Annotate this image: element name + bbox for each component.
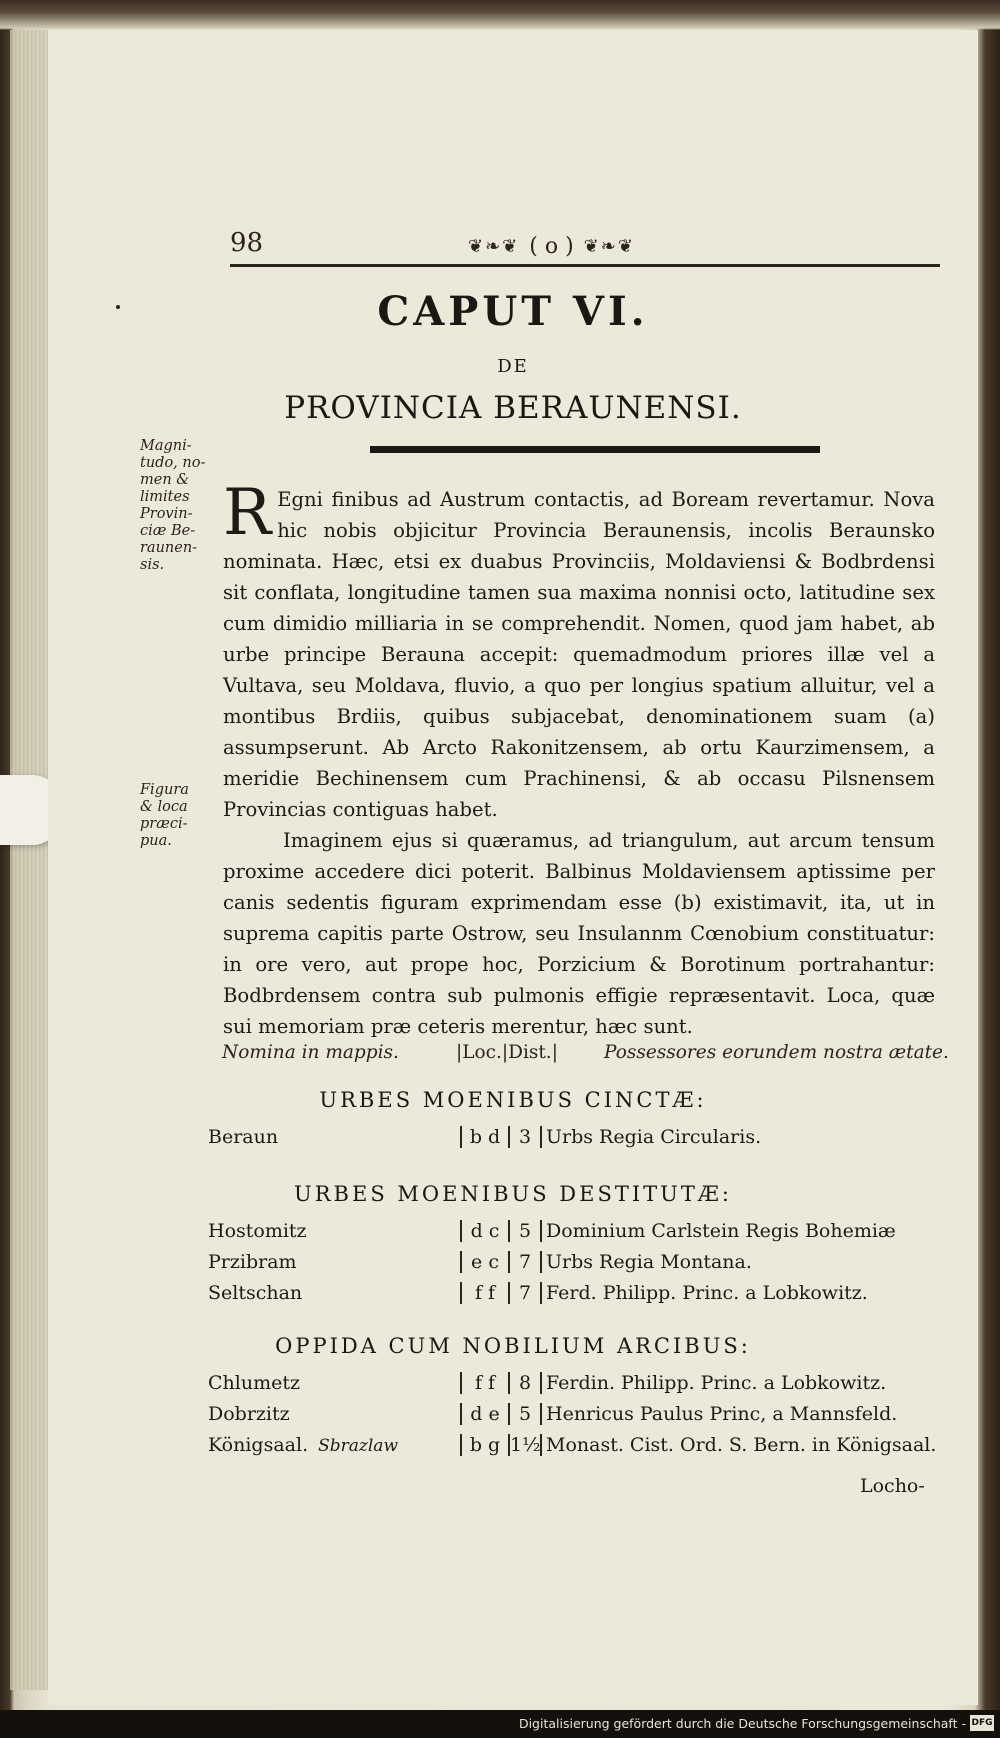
- column-head-names: Nomina in mappis.: [222, 1042, 399, 1063]
- margin-note-2: [140, 782, 222, 850]
- possessor: Ferd. Philipp. Princ. a Lobkowitz.: [540, 1282, 868, 1304]
- digitization-footer: [0, 1710, 1000, 1738]
- location-code: f f: [460, 1282, 508, 1304]
- place-name: Seltschan: [208, 1282, 303, 1304]
- distance: 3: [508, 1126, 540, 1148]
- page-number: 98: [230, 228, 264, 258]
- ornament-center: ( o ): [529, 234, 574, 259]
- distance: 5: [508, 1403, 540, 1425]
- place-name: Königsaal. Sbrazlaw: [208, 1434, 398, 1456]
- margin-line: Magni-: [140, 438, 192, 454]
- book-page: [48, 30, 978, 1705]
- paragraph-1: [223, 476, 935, 825]
- possessor: Urbs Regia Circularis.: [540, 1126, 761, 1148]
- margin-line: & loca: [140, 799, 188, 815]
- column-head-possessors: Possessores eorundem nostra ætate.: [604, 1042, 949, 1063]
- drop-cap: R: [223, 476, 272, 550]
- distance: 5: [508, 1220, 540, 1242]
- title-rule: [370, 446, 820, 453]
- table-row: [48, 1403, 978, 1433]
- table-row: [48, 1282, 978, 1312]
- header-ornament: [468, 234, 635, 259]
- table-row: [48, 1251, 978, 1281]
- book-top-edge: [0, 0, 1000, 30]
- paragraph-1-text: Egni finibus ad Austrum contactis, ad Boream revertamur. Nova hic nobis objicitur Provincia Beraunensis, incolis Beraunsko nominata. Hæc, etsi ex duabus Provinciis, Moldaviensi & Bodbrdensi sit conflata, longitudine tamen sua maxima nonnisi octo, latitudine sex cum dimidio milliaria in se comprehendit. Nomen, quod jam habet, ab urbe principe Berauna accepit: quemadmodum priores illæ vel a Vultava, seu Moldava, fluvio, a quo per longius spatium alluitur, vel a montibus Brdiis, quibus subjacebat, denominationem suam (a) assumpserunt. Ab Arcto Rakonitzensem, ab ortu Kaurzimensem, a meridie Bechinensem cum Prachinensi, & ab occasu Pilsnensem Provincias contiguas habet.: [223, 488, 935, 821]
- margin-line: pua.: [140, 833, 172, 849]
- margin-line: men &: [140, 472, 190, 488]
- body-text: [223, 476, 935, 1042]
- location-code: b d: [460, 1126, 508, 1148]
- location-code: b g: [460, 1434, 508, 1456]
- location-code: e c: [460, 1251, 508, 1273]
- distance: 7: [508, 1282, 540, 1304]
- page-edges: [10, 30, 50, 1690]
- possessor: Henricus Paulus Princ, a Mannsfeld.: [540, 1403, 897, 1425]
- table-row: [48, 1372, 978, 1402]
- location-code: d c: [460, 1220, 508, 1242]
- margin-line: præci-: [140, 816, 188, 832]
- table-row: [48, 1220, 978, 1250]
- chapter-title: CAPUT VI.: [377, 288, 649, 335]
- margin-line: Figura: [140, 782, 189, 798]
- margin-line: ciæ Be-: [140, 523, 196, 539]
- distance: 8: [508, 1372, 540, 1394]
- section-heading: URBES MOENIBUS DESTITUTÆ:: [294, 1182, 732, 1206]
- footer-text: Digitalisierung gefördert durch die Deutsche Forschungsgemeinschaft -: [518, 1716, 966, 1731]
- margin-line: raunen-: [140, 540, 198, 556]
- distance: 7: [508, 1251, 540, 1273]
- column-head-locdist: |Loc.|Dist.|: [456, 1042, 558, 1063]
- margin-note-1: [140, 438, 222, 574]
- possessor: Urbs Regia Montana.: [540, 1251, 752, 1273]
- province-title: PROVINCIA BERAUNENSI.: [284, 390, 742, 426]
- place-name: Beraun: [208, 1126, 279, 1148]
- title-preposition: DE: [497, 356, 529, 377]
- location-code: d e: [460, 1403, 508, 1425]
- place-name: Dobrzitz: [208, 1403, 290, 1425]
- table-row: [48, 1126, 978, 1156]
- left-flourish-icon: ❦❧❦: [468, 236, 520, 257]
- margin-line: tudo, no-: [140, 455, 206, 471]
- paragraph-2: Imaginem ejus si quæramus, ad triangulum, aut arcum tensum proxime accedere dici poterit. Balbinus Moldaviensem aptissime per canis sedentis figuram exprimendam esse (b) existimavit, ita, ut in suprema capitis parte Ostrow, seu Insulannm Cœnobium constituatur: in ore vero, aut prope hoc, Porzicium & Borotinum portrahantur: Bodbrdensem contra sub pulmonis effigie repræsentavit. Loca, quæ sui memoriam præ ceteris merentur, hæc sunt.: [223, 829, 935, 1038]
- margin-line: Provin-: [140, 506, 193, 522]
- header-rule: [230, 264, 940, 267]
- possessor: Monast. Cist. Ord. S. Bern. in Königsaal.: [540, 1434, 936, 1456]
- table-row: [48, 1434, 978, 1464]
- place-name: Chlumetz: [208, 1372, 300, 1394]
- section-heading: OPPIDA CUM NOBILIUM ARCIBUS:: [275, 1334, 751, 1358]
- possessor: Ferdin. Philipp. Princ. a Lobkowitz.: [540, 1372, 886, 1394]
- margin-line: sis.: [140, 557, 165, 573]
- possessor: Dominium Carlstein Regis Bohemiæ: [540, 1220, 896, 1242]
- place-name: Hostomitz: [208, 1220, 307, 1242]
- distance: 1½: [510, 1434, 541, 1456]
- place-name: Przibram: [208, 1251, 297, 1273]
- margin-line: limites: [140, 489, 190, 505]
- right-flourish-icon: ❦❧❦: [583, 236, 635, 257]
- dfg-logo: DFG: [970, 1715, 994, 1731]
- section-heading: URBES MOENIBUS CINCTÆ:: [319, 1088, 707, 1112]
- location-code: f f: [460, 1372, 508, 1394]
- catchword: Locho-: [860, 1475, 925, 1497]
